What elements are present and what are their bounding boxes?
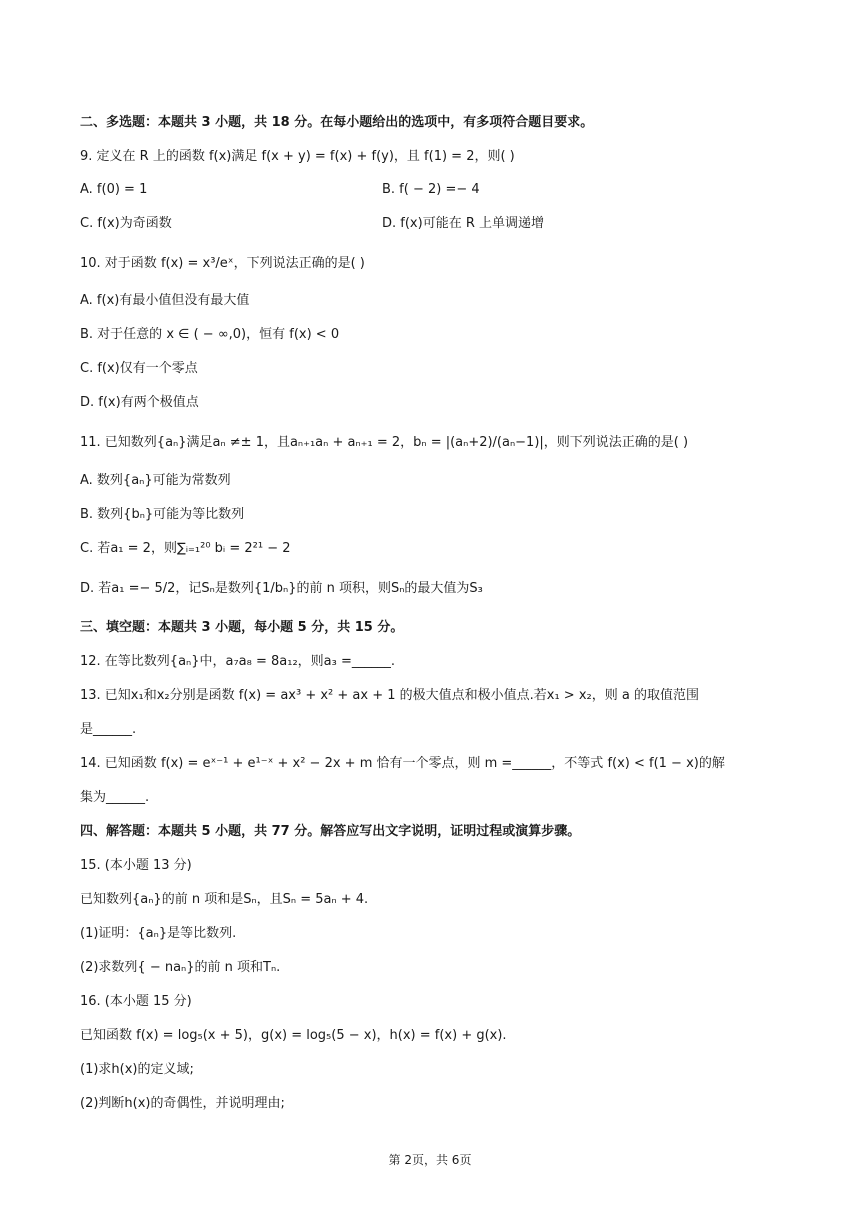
question-9-option-a: A. f(0) = 1 (80, 182, 148, 197)
question-16-given: 已知函数 f(x) = log₅(x + 5)，g(x) = log₅(5 − x)，h(x) = f(x) + g(x). (80, 1028, 507, 1043)
question-14-line-2: 集为______. (80, 790, 150, 805)
question-15-part-2: (2)求数列{ − naₙ}的前 n 项和Tₙ. (80, 960, 281, 975)
section-4-heading: 四、解答题：本题共 5 小题，共 77 分。解答应写出文字说明，证明过程或演算步骤。 (80, 824, 581, 839)
question-11-option-c: C. 若a₁ = 2，则∑ᵢ₌₁²⁰ bᵢ = 2²¹ − 2 (80, 541, 291, 556)
question-12-stem: 12. 在等比数列{aₙ}中，a₇a₈ = 8a₁₂，则a₃ =______. (80, 654, 396, 669)
question-16-part-2: (2)判断h(x)的奇偶性，并说明理由; (80, 1096, 285, 1111)
question-10-option-a: A. f(x)有最小值但没有最大值 (80, 293, 250, 308)
page-footer: 第 2页，共 6页 (388, 1153, 472, 1167)
section-3-heading: 三、填空题：本题共 3 小题，每小题 5 分，共 15 分。 (80, 620, 404, 635)
question-15-title: 15. (本小题 13 分) (80, 858, 192, 873)
question-16-part-1: (1)求h(x)的定义域; (80, 1062, 194, 1077)
question-11-option-a: A. 数列{aₙ}可能为常数列 (80, 473, 231, 488)
question-13-line-2: 是______. (80, 722, 137, 737)
question-11-stem: 11. 已知数列{aₙ}满足aₙ ≠± 1，且aₙ₊₁aₙ + aₙ₊₁ = 2，bₙ = |(aₙ+2)/(aₙ−1)|，则下列说法正确的是( ) (80, 435, 689, 450)
question-9-option-b: B. f( − 2) =− 4 (382, 182, 480, 197)
question-9-option-c: C. f(x)为奇函数 (80, 216, 172, 231)
question-10-option-b: B. 对于任意的 x ∈ ( − ∞,0)，恒有 f(x) < 0 (80, 327, 340, 342)
question-15-part-1: (1)证明：{aₙ}是等比数列. (80, 926, 237, 941)
question-9-option-d: D. f(x)可能在 R 上单调递增 (382, 216, 544, 231)
question-15-given: 已知数列{aₙ}的前 n 项和是Sₙ，且Sₙ = 5aₙ + 4. (80, 892, 369, 907)
question-16-title: 16. (本小题 15 分) (80, 994, 192, 1009)
question-10-option-c: C. f(x)仅有一个零点 (80, 361, 198, 376)
question-13-line-1: 13. 已知x₁和x₂分别是函数 f(x) = ax³ + x² + ax + 1 的极大值点和极小值点.若x₁ > x₂，则 a 的取值范围 (80, 688, 699, 703)
question-11-option-d: D. 若a₁ =− 5/2，记Sₙ是数列{1/bₙ}的前 n 项积，则Sₙ的最大值为S₃ (80, 581, 483, 596)
section-2-heading: 二、多选题：本题共 3 小题，共 18 分。在每小题给出的选项中，有多项符合题目要求。 (80, 115, 594, 130)
question-10-stem: 10. 对于函数 f(x) = x³/eˣ，下列说法正确的是( ) (80, 256, 365, 271)
question-10-option-d: D. f(x)有两个极值点 (80, 395, 199, 410)
question-9-stem: 9. 定义在 R 上的函数 f(x)满足 f(x + y) = f(x) + f(y)，且 f(1) = 2，则( ) (80, 149, 515, 164)
question-11-option-b: B. 数列{bₙ}可能为等比数列 (80, 507, 245, 522)
question-14-line-1: 14. 已知函数 f(x) = eˣ⁻¹ + e¹⁻ˣ + x² − 2x + m 恰有一个零点，则 m =______，不等式 f(x) < f(1 − x)的解 (80, 756, 725, 771)
